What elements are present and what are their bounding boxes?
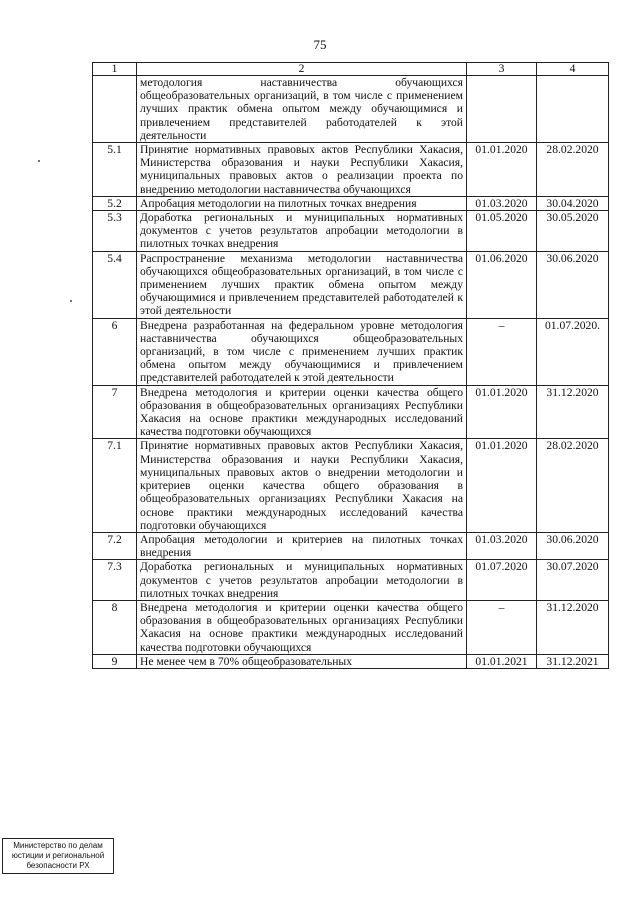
- table-row: [93, 600, 609, 654]
- row-start-date: 01.01.2021: [467, 654, 537, 668]
- table-row: [93, 211, 609, 252]
- row-description: методология наставничества обучающихся общеобразовательных организаций, в том числе с применением лучших практик обмена опытом между обучающимися и привлечением представителей работодателей к этой деятельности: [137, 76, 467, 143]
- row-description: Внедрена методология и критерии оценки качества общего образования в общеобразовательных организациях Республики Хакасия на основе практики международных исследований качества подготовки обучающихся: [137, 600, 467, 654]
- margin-mark: [70, 300, 72, 302]
- row-end-date: 01.07.2020.: [537, 318, 609, 385]
- table-row: [93, 532, 609, 559]
- row-end-date: 31.12.2020: [537, 385, 609, 439]
- ministry-stamp: [2, 838, 114, 874]
- row-start-date: 01.01.2020: [467, 143, 537, 197]
- row-description: Не менее чем в 70% общеобразовательных: [137, 654, 467, 668]
- row-number: 9: [93, 654, 137, 668]
- row-description: Доработка региональных и муниципальных нормативных документов с учетов результатов апробации методологии в пилотных точках внедрения: [137, 560, 467, 601]
- row-description: Принятие нормативных правовых актов Республики Хакасия, Министерства образования и науки Республики Хакасия, муниципальных правовых актов о реализации проекта по внедрению методологии наставничества обучающихся: [137, 143, 467, 197]
- row-description: Внедрена методология и критерии оценки качества общего образования в общеобразовательных организациях Республики Хакасия на основе практики международных исследований качества подготовки обучающихся: [137, 385, 467, 439]
- margin-mark: [38, 160, 40, 162]
- table-row: [93, 76, 609, 143]
- row-start-date: [467, 76, 537, 143]
- row-number: 5.1: [93, 143, 137, 197]
- row-start-date: 01.01.2020: [467, 385, 537, 439]
- table-header-row: [93, 63, 609, 76]
- row-end-date: 30.04.2020: [537, 196, 609, 210]
- plan-table: [92, 62, 609, 669]
- stamp-line-2: юстиции и региональной: [11, 851, 105, 860]
- table-row: [93, 318, 609, 385]
- row-start-date: 01.05.2020: [467, 211, 537, 252]
- table-row: [93, 439, 609, 532]
- row-number: 5.2: [93, 196, 137, 210]
- row-number: 8: [93, 600, 137, 654]
- table-row: [93, 654, 609, 668]
- row-end-date: 30.06.2020: [537, 532, 609, 559]
- row-end-date: 31.12.2020: [537, 600, 609, 654]
- row-number: 5.3: [93, 211, 137, 252]
- row-description: Распространение механизма методологии наставничества обучающихся общеобразовательных организаций, в том числе с применением лучших практик обмена опытом между обучающимися и привлечением представителей работодателей к этой деятельности: [137, 251, 467, 318]
- row-number: [93, 76, 137, 143]
- row-description: Принятие нормативных правовых актов Республики Хакасия, Министерства образования и науки Республики Хакасия, муниципальных правовых актов о внедрении методологии и критериев оценки качества общего образования в общеобразовательных организациях Республики Хакасия на основе практики международных исследований качества подготовки обучающихся: [137, 439, 467, 532]
- row-start-date: –: [467, 318, 537, 385]
- row-end-date: 31.12.2021: [537, 654, 609, 668]
- row-description: Апробация методологии на пилотных точках внедрения: [137, 196, 467, 210]
- row-number: 5.4: [93, 251, 137, 318]
- row-description: Внедрена разработанная на федеральном уровне методология наставничества обучающихся общеобразовательных организаций, в том числе с применением лучших практик обмена опытом между обучающимися и привлечением представителей работодателей к этой деятельности: [137, 318, 467, 385]
- row-number: 7: [93, 385, 137, 439]
- row-number: 7.1: [93, 439, 137, 532]
- table-row: [93, 385, 609, 439]
- table-row: [93, 143, 609, 197]
- row-description: Апробация методологии и критериев на пилотных точках внедрения: [137, 532, 467, 559]
- row-end-date: [537, 76, 609, 143]
- row-end-date: 30.06.2020: [537, 251, 609, 318]
- row-end-date: 28.02.2020: [537, 143, 609, 197]
- row-number: 6: [93, 318, 137, 385]
- header-col-2: 2: [137, 63, 467, 76]
- table-body: [93, 76, 609, 669]
- row-start-date: 01.01.2020: [467, 439, 537, 532]
- row-start-date: 01.07.2020: [467, 560, 537, 601]
- row-start-date: 01.03.2020: [467, 196, 537, 210]
- row-start-date: 01.03.2020: [467, 532, 537, 559]
- header-col-3: 3: [467, 63, 537, 76]
- header-col-1: 1: [93, 63, 137, 76]
- row-end-date: 30.05.2020: [537, 211, 609, 252]
- page-number: 75: [313, 37, 327, 52]
- row-number: 7.3: [93, 560, 137, 601]
- table-row: [93, 560, 609, 601]
- row-start-date: 01.06.2020: [467, 251, 537, 318]
- table-row: [93, 251, 609, 318]
- header-col-4: 4: [537, 63, 609, 76]
- row-end-date: 28.02.2020: [537, 439, 609, 532]
- row-start-date: –: [467, 600, 537, 654]
- row-description: Доработка региональных и муниципальных нормативных документов с учетов результатов апробации методологии в пилотных точках внедрения: [137, 211, 467, 252]
- stamp-line-1: Министерство по делам: [13, 841, 103, 850]
- row-end-date: 30.07.2020: [537, 560, 609, 601]
- table-row: [93, 196, 609, 210]
- stamp-line-3: безопасности РХ: [26, 861, 90, 870]
- row-number: 7.2: [93, 532, 137, 559]
